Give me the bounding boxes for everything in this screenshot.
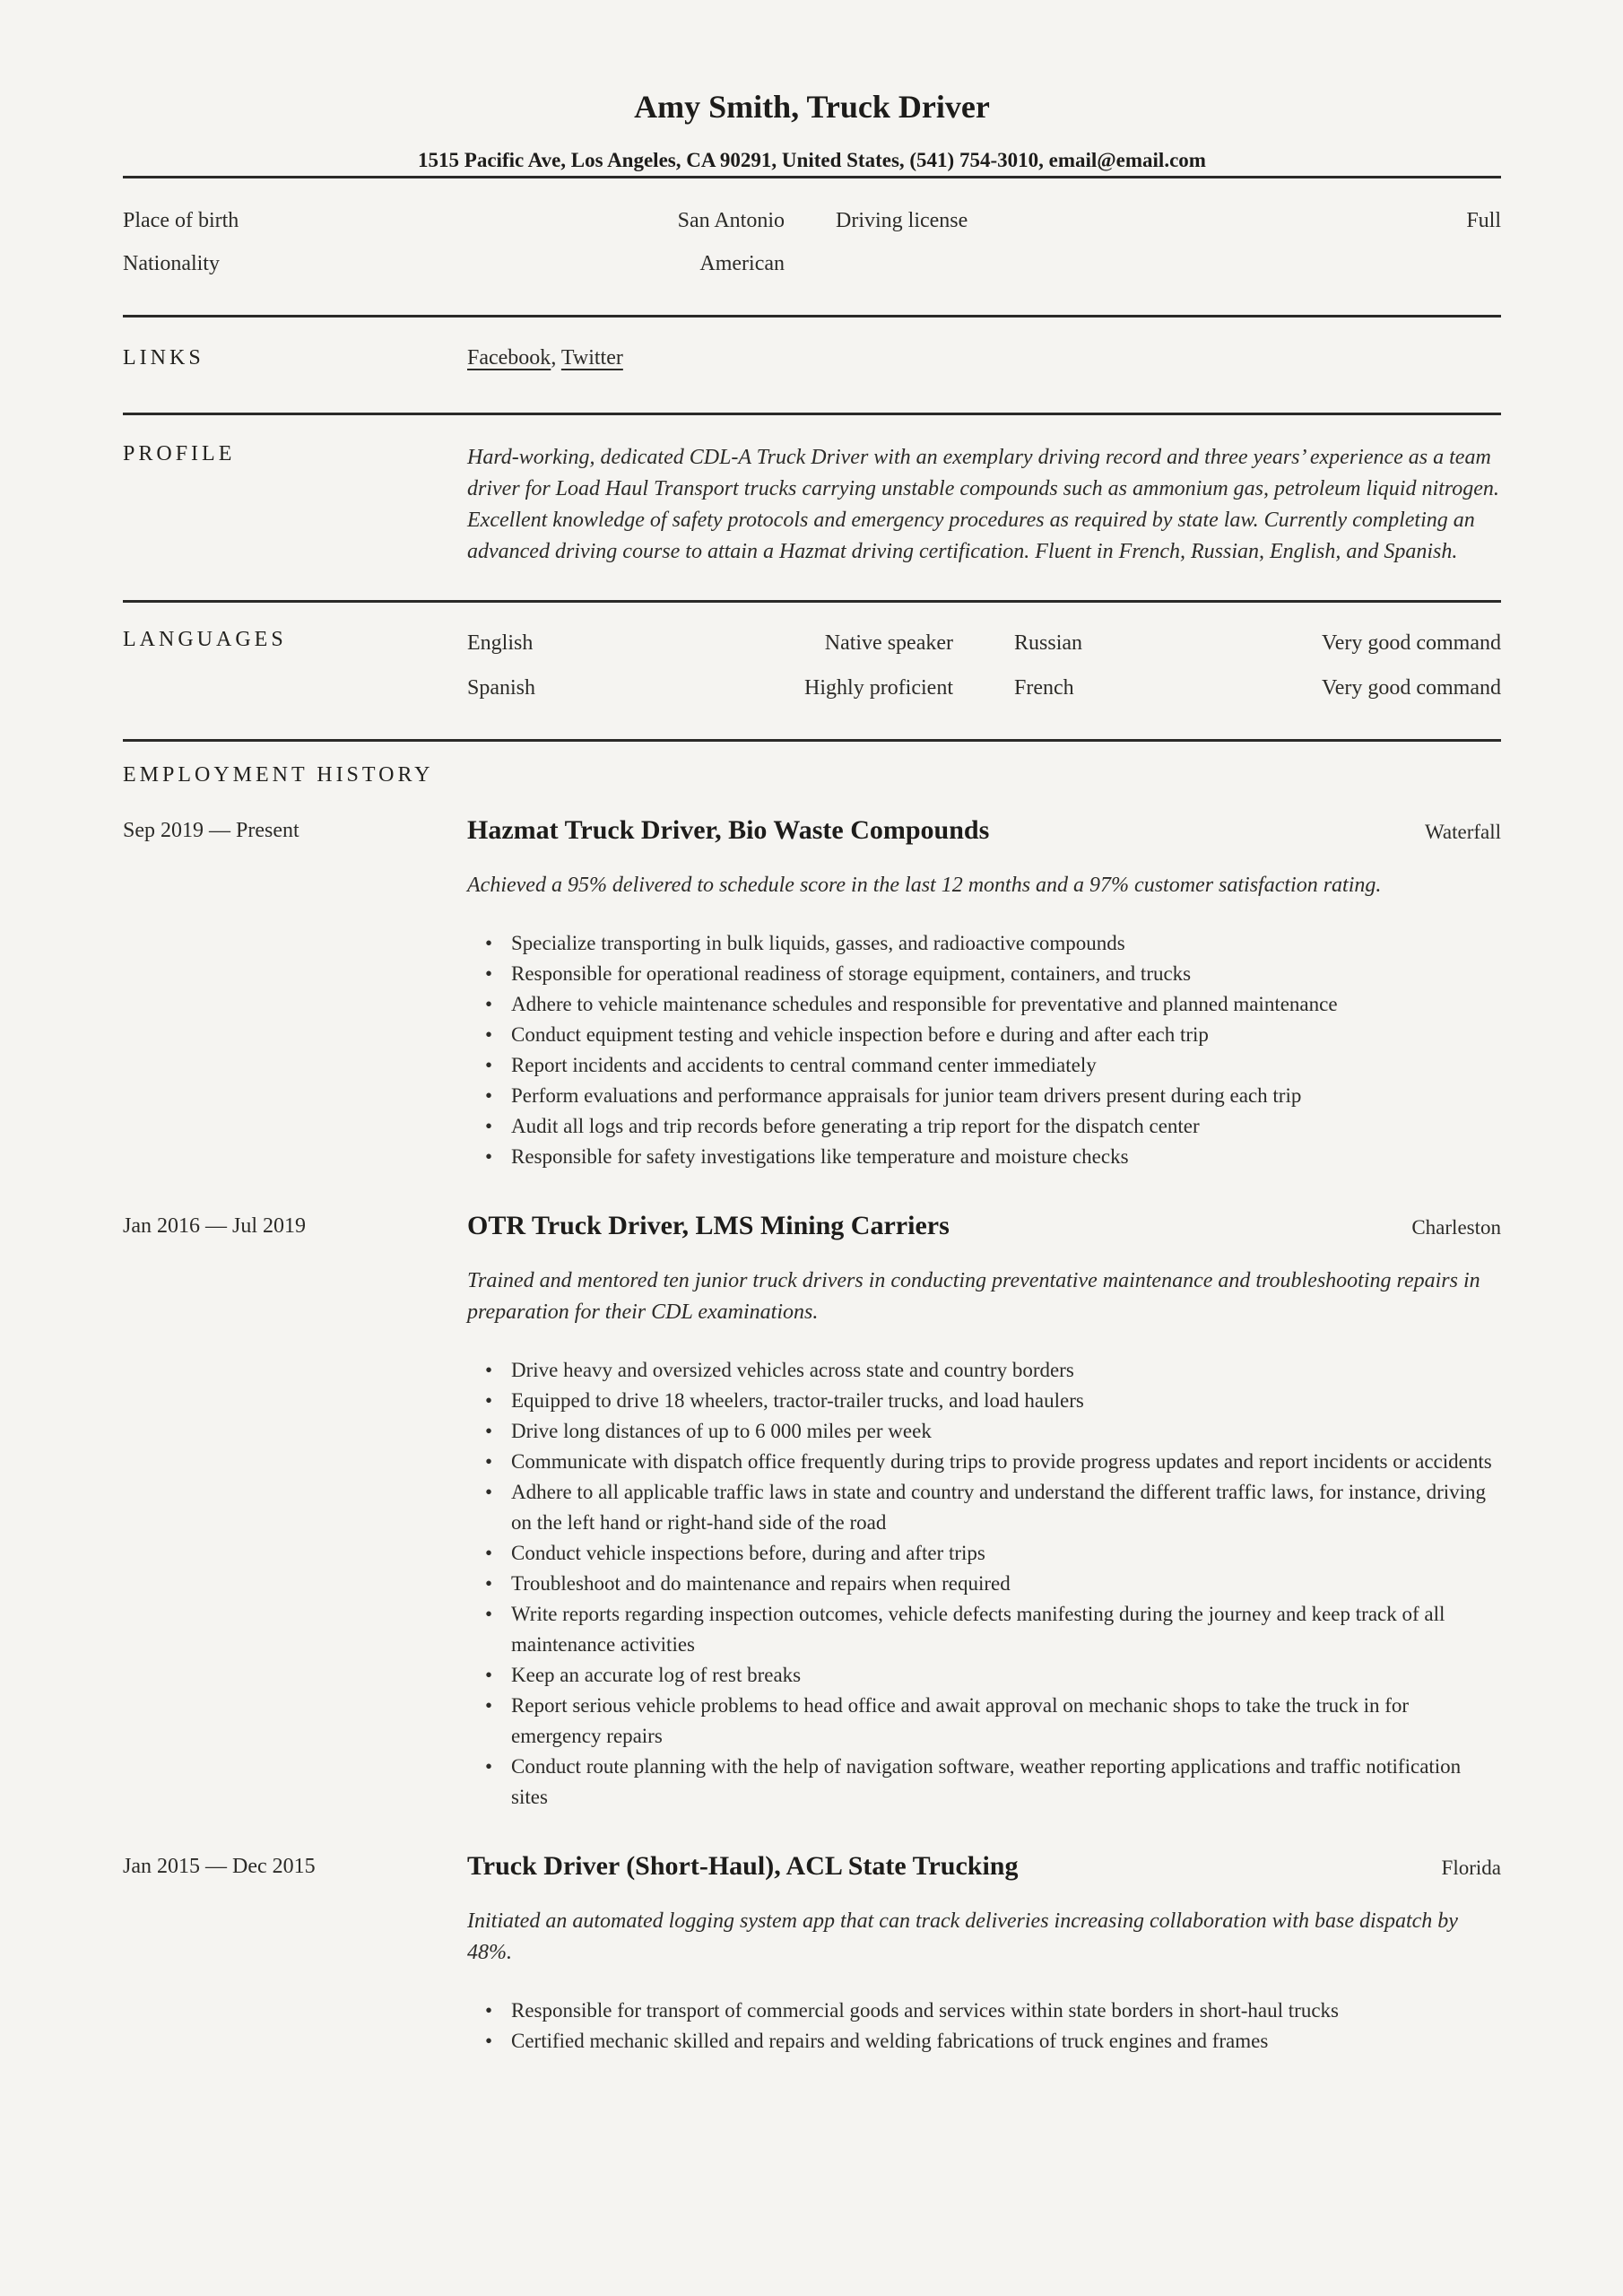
bullet-item: • Drive long distances of up to 6 000 miles per week [467,1416,1501,1447]
bullet-item: • Conduct vehicle inspections before, during and after trips [467,1538,1501,1569]
profile-section-label: PROFILE [123,442,236,465]
detail-label-driving-license: Driving license [836,209,968,232]
job-summary: Initiated an automated logging system app that can track deliveries increasing collaboration with base dispatch by 48%. [467,1909,1458,1964]
job-title: OTR Truck Driver, LMS Mining Carriers [467,1211,950,1240]
bullet-item: • Audit all logs and trip records before generating a trip report for the dispatch center [467,1111,1501,1142]
bullet-item: • Communicate with dispatch office frequently during trips to provide progress updates and report incidents or accidents [467,1447,1501,1477]
bullet-item: • Keep an accurate log of rest breaks [467,1660,1501,1691]
bullet-item: • Report serious vehicle problems to head office and await approval on mechanic shops to take the truck in for emergency repairs [467,1691,1501,1752]
employment-history-heading: EMPLOYMENT HISTORY [123,763,434,787]
section-divider [123,739,1501,742]
language-name: English [467,631,534,655]
job-dates: Jan 2016 — Jul 2019 [123,1214,306,1238]
job-content [467,1208,1501,1813]
job-location: Waterfall [1425,821,1501,843]
detail-empty-cell [1466,248,1501,279]
detail-value-driving-license: Full [1466,209,1501,232]
bullet-item: • Write reports regarding inspection outcomes, vehicle defects manifesting during the journey and keep track of all maintenance activities [467,1599,1501,1660]
detail-label-nationality: Nationality [123,252,220,275]
job-summary: Trained and mentored ten junior truck drivers in conducting preventative maintenance and troubleshooting repairs in preparation for their CDL examinations. [467,1269,1480,1324]
job-entry [123,1208,1501,1813]
language-level: Very good command [1322,631,1501,655]
job-title: Truck Driver (Short-Haul), ACL State Trucking [467,1851,1019,1881]
language-level: Native speaker [824,631,953,655]
job-bullets [467,1996,1501,2057]
languages-grid [467,628,1501,703]
detail-value-place-of-birth: San Antonio [677,209,785,232]
language-name: Spanish [467,676,536,700]
bullet-item: • Report incidents and accidents to central command center immediately [467,1050,1501,1081]
job-summary: Achieved a 95% delivered to schedule score in the last 12 months and a 97% customer satisfaction rating. [467,874,1382,897]
bullet-item: • Responsible for transport of commercial goods and services within state borders in short-haul trucks [467,1996,1501,2026]
bullet-item: • Adhere to all applicable traffic laws in state and country and understand the different traffic laws, for instance, driving on the left hand or right-hand side of the road [467,1477,1501,1538]
links-section [123,317,1501,413]
job-title-row [467,1848,1501,1884]
bullet-item: • Certified mechanic skilled and repairs and welding fabrications of truck engines and frames [467,2026,1501,2057]
job-dates: Jan 2015 — Dec 2015 [123,1855,316,1878]
languages-section-label: LANGUAGES [123,628,287,651]
bullet-item: • Adhere to vehicle maintenance schedules and responsible for preventative and planned maintenance [467,989,1501,1020]
job-content [467,813,1501,1172]
job-title: Hazmat Truck Driver, Bio Waste Compounds [467,815,990,845]
job-entry [123,1848,1501,2057]
bullet-item: • Troubleshoot and do maintenance and repairs when required [467,1569,1501,1599]
bullet-item: • Responsible for safety investigations like temperature and moisture checks [467,1142,1501,1172]
bullet-item: • Perform evaluations and performance appraisals for junior team drivers present during each trip [467,1081,1501,1111]
language-name: Russian [1014,631,1083,655]
links-section-label: LINKS [123,346,204,370]
bullet-item: • Equipped to drive 18 wheelers, tractor-trailer trucks, and load haulers [467,1386,1501,1416]
job-location: Charleston [1411,1216,1501,1239]
bullet-item: • Responsible for operational readiness of storage equipment, containers, and trucks [467,959,1501,989]
job-bullets [467,928,1501,1172]
language-name: French [1014,676,1074,700]
profile-section [123,415,1501,600]
job-title-row [467,813,1501,848]
detail-label-place-of-birth: Place of birth [123,209,239,232]
detail-value-nationality: American [699,252,785,275]
link-separator: , [551,346,561,370]
languages-section [123,603,1501,739]
bullet-item: • Drive heavy and oversized vehicles across state and country borders [467,1355,1501,1386]
job-dates: Sep 2019 — Present [123,819,299,842]
twitter-link[interactable]: Twitter [560,346,623,370]
job-content [467,1848,1501,2057]
detail-empty-cell [785,248,1466,279]
links-content [467,343,1501,373]
facebook-link[interactable]: Facebook [467,346,551,370]
language-level: Highly proficient [804,676,953,700]
bullet-item: • Conduct equipment testing and vehicle inspection before e during and after each trip [467,1020,1501,1050]
job-entry [123,813,1501,1172]
job-bullets [467,1355,1501,1813]
job-location: Florida [1441,1857,1501,1879]
resume-name: Amy Smith, Truck Driver [634,89,990,125]
profile-text: Hard-working, dedicated CDL-A Truck Driver with an exemplary driving record and three years’ experience as a team driver for Load Haul Transport trucks carrying unstable compounds such as ammonium gas, petroleum liquid nitrogen. Excellent knowledge of safety protocols and emergency procedures as required by state law. Currently completing an advanced driving course to attain a Hazmat driving certification. Fluent in French, Russian, English, and Spanish. [467,446,1499,563]
bullet-item: • Conduct route planning with the help of navigation software, weather reporting applications and traffic notification sites [467,1752,1501,1813]
language-level: Very good command [1322,676,1501,700]
bullet-item: • Specialize transporting in bulk liquids, gasses, and radioactive compounds [467,928,1501,959]
personal-details-section [123,178,1501,315]
job-title-row [467,1208,1501,1244]
contact-line: 1515 Pacific Ave, Los Angeles, CA 90291, United States, (541) 754-3010, email@email.com [418,149,1206,171]
